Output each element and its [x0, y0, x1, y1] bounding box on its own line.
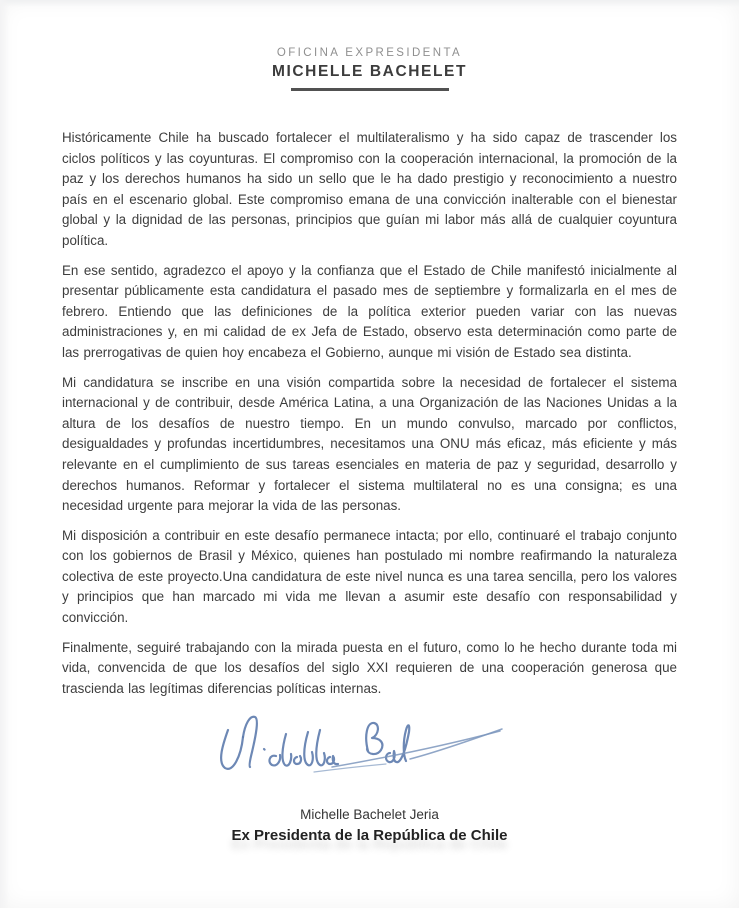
signatory-title: Ex Presidenta de la República de Chile	[231, 827, 508, 845]
letter-paragraph-3: Mi candidatura se inscribe en una visión compartida sobre la necesidad de fortalecer el sistema internacional y de contribuir, desde América Latina, a una Organización de las Naciones Unidas a la altura de los desafíos de nuestro tiempo. En un mundo convulso, marcado por conflictos, desigualdades y profundas incertidumbres, necesitamos una ONU más eficaz, más eficiente y más relevante en el cumplimiento de sus tareas esenciales en materia de paz y seguridad, desarrollo y derechos humanos. Reformar y fortalecer el sistema multilateral no es una consigna; es una necesidad urgente para mejorar la vida de las personas.	[62, 374, 677, 514]
letterhead-office-line: OFICINA EXPRESIDENTA	[276, 47, 463, 59]
signature-block	[212, 708, 512, 793]
letter-paragraph-5: Finalmente, seguiré trabajando con la mirada puesta en el futuro, como lo he hecho durante toda mi vida, convencida de que los desafíos del siglo XXI requieren de una cooperación generosa que trascienda las legítimas diferencias políticas internas.	[62, 639, 677, 696]
signatory	[0, 807, 739, 844]
letter-paragraph-1: Históricamente Chile ha buscado fortalecer el multilateralismo y ha sido capaz de trascender los ciclos políticos y las coyunturas. El compromiso con la cooperación internacional, la promoción de la paz y los derechos humanos ha sido un sello que le ha dado prestigio y reconocimiento a nuestro país en el escenario global. Este compromiso emana de una convicción inalterable con el bienestar global y la dignidad de las personas, principios que guían mi labor más allá de cualquier coyuntura política.	[62, 130, 677, 248]
letterhead-rule	[291, 88, 449, 91]
signature-image	[212, 708, 512, 793]
letter-paragraph-2: En ese sentido, agradezco el apoyo y la confianza que el Estado de Chile manifestó inicialmente al presentar públicamente esta candidatura el pasado mes de septiembre y formalizarla en el mes de febrero. Entiendo que las definiciones de la política exterior pueden variar con las nuevas administraciones y, en mi calidad de ex Jefa de Estado, observo esta determinación como parte de las prerrogativas de quien hoy encabeza el Gobierno, aunque mi visión de Estado sea distinta.	[62, 262, 677, 360]
letterhead	[0, 0, 739, 91]
letter-paragraph-4: Mi disposición a contribuir en este desafío permanece intacta; por ello, continuaré el trabajo conjunto con los gobiernos de Brasil y México, quienes han postulado mi nombre reafirmando la naturaleza colectiva de este proyecto.Una candidatura de este nivel nunca es una tarea sencilla, pero los valores y principios que han marcado mi vida me llevan a asumir este desafío con responsabilidad y convicción.	[62, 527, 677, 626]
letter-body	[62, 128, 677, 699]
letterhead-name-line: MICHELLE BACHELET	[271, 63, 468, 80]
signatory-name: Michelle Bachelet Jeria	[300, 807, 439, 823]
